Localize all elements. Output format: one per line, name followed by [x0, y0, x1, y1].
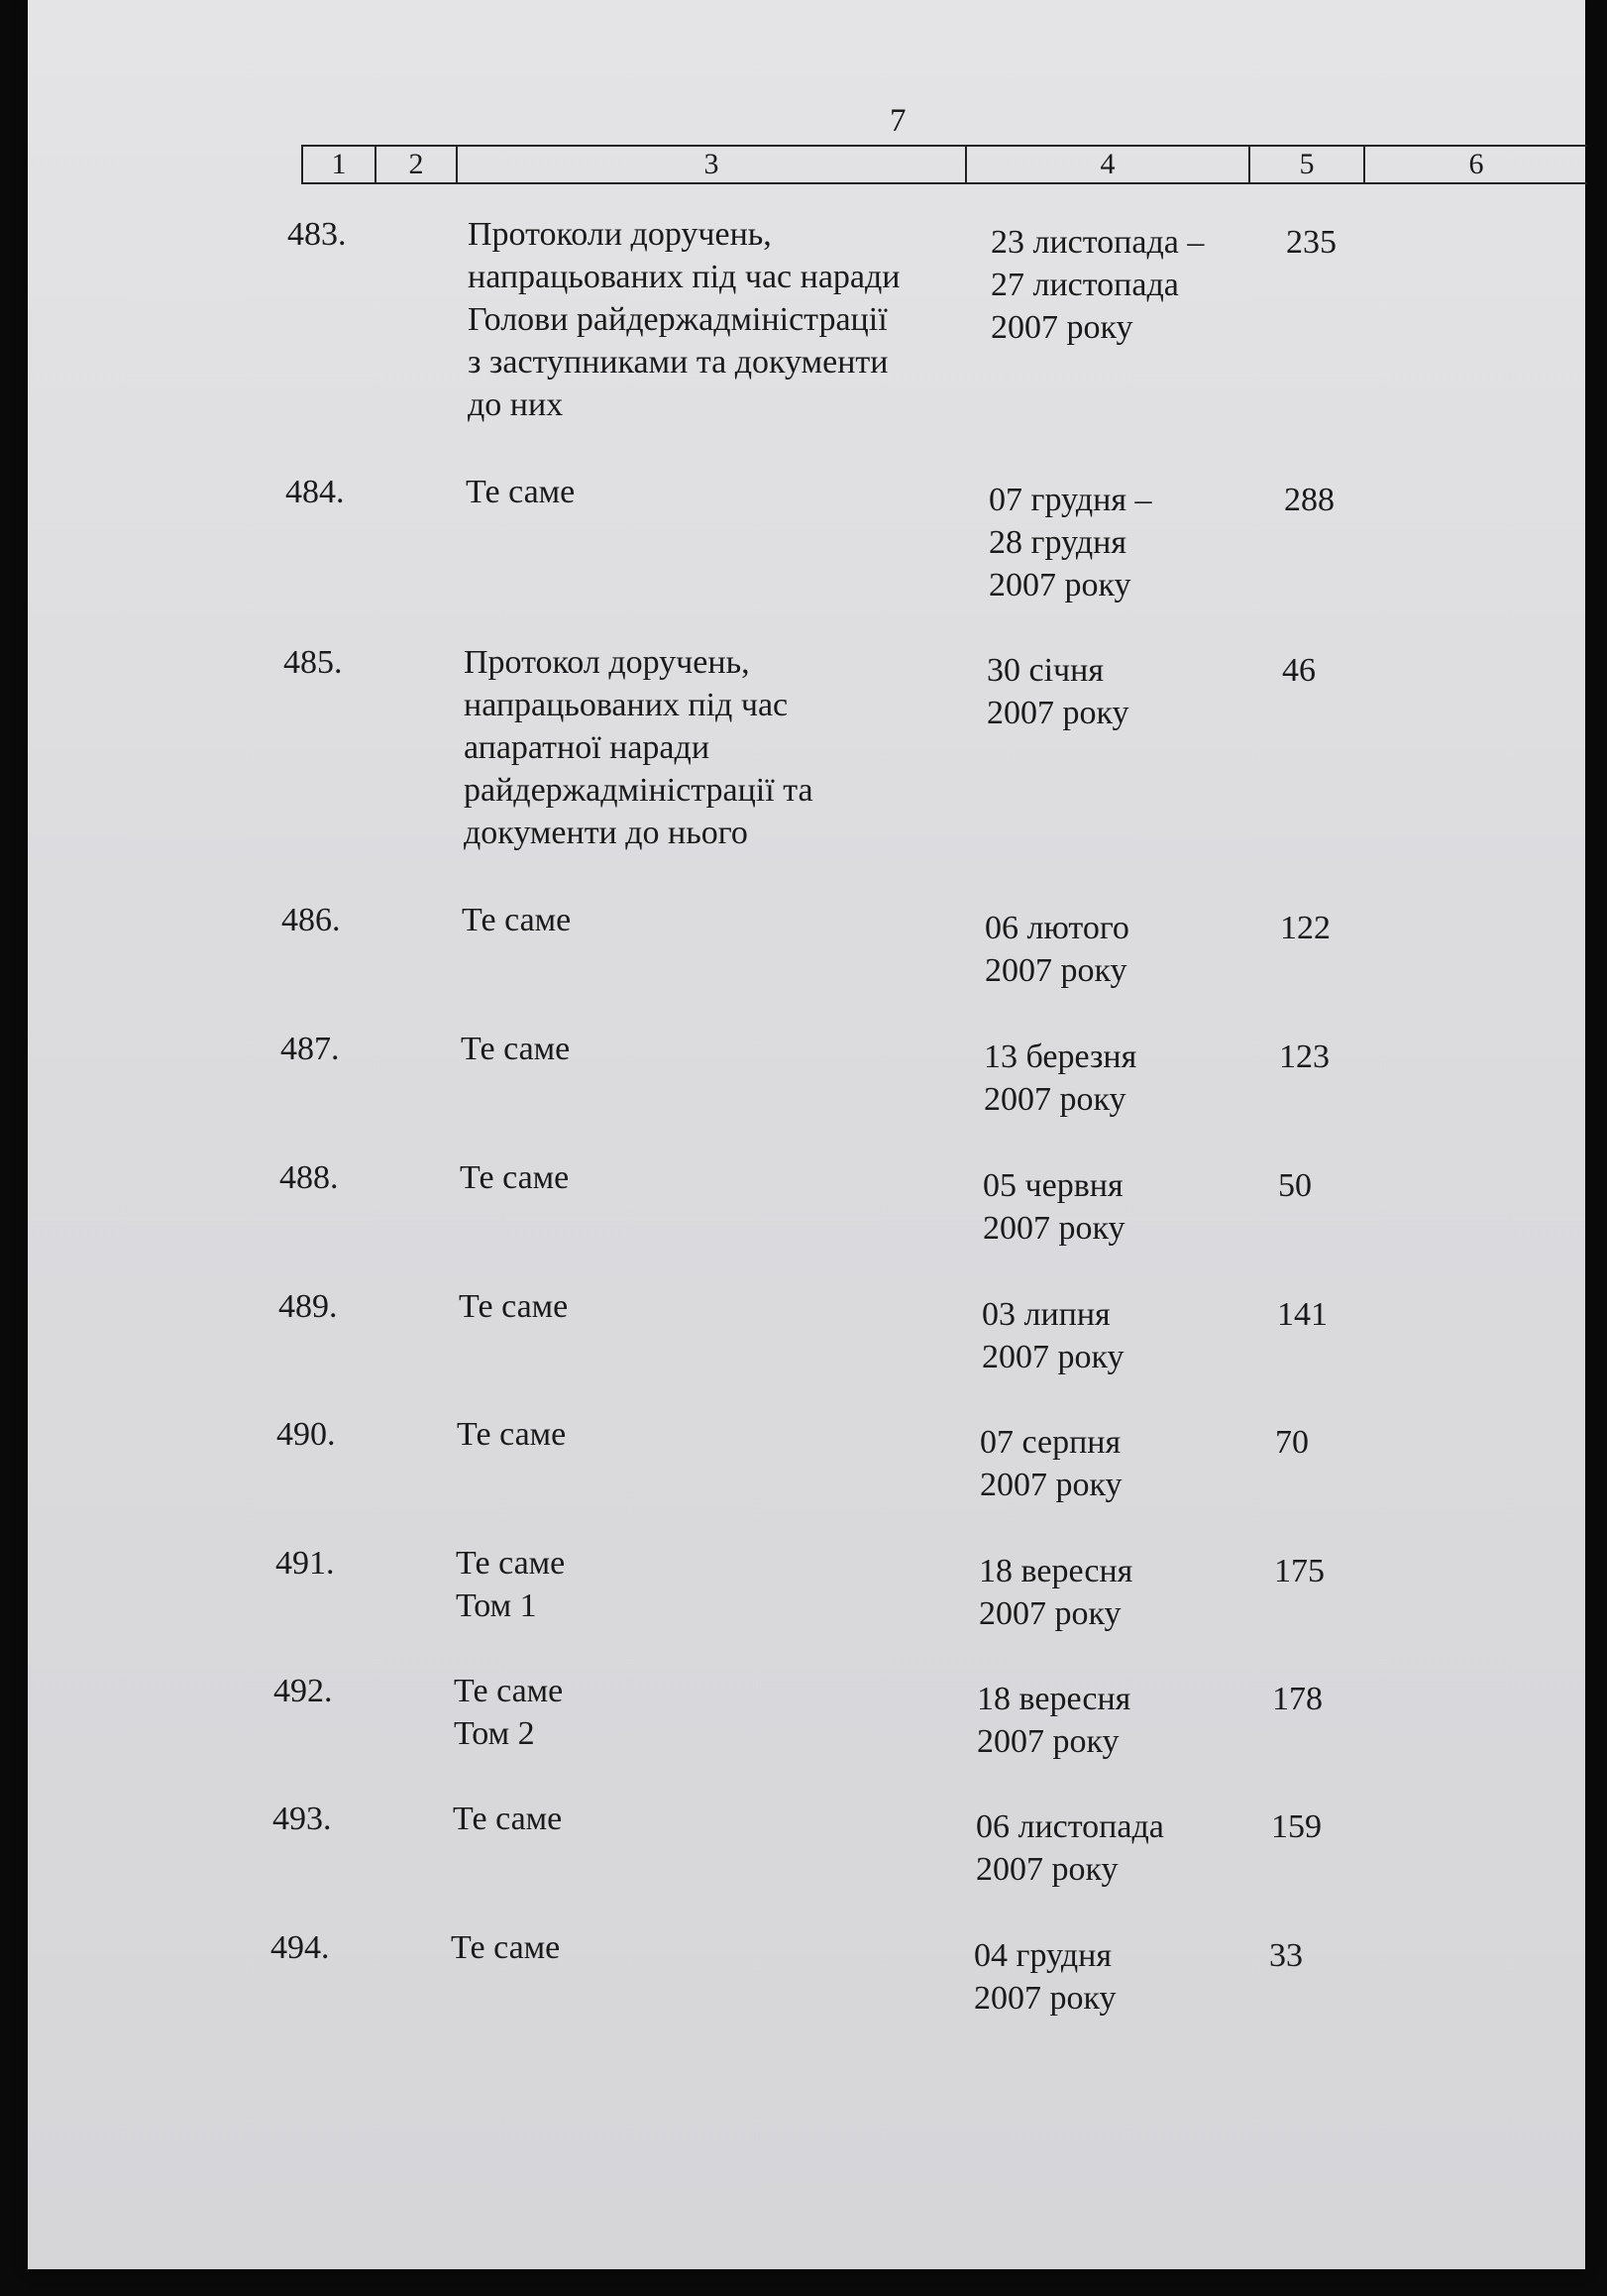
row-number: 486.	[281, 902, 341, 938]
row-number: 485.	[283, 644, 343, 681]
row-sheet-count: 141	[1277, 1296, 1328, 1333]
document-page	[28, 0, 1585, 2269]
row-sheet-count: 288	[1284, 482, 1335, 518]
row-number: 490.	[276, 1416, 336, 1453]
row-dates: 06 листопада 2007 року	[976, 1808, 1164, 1888]
row-title: Те саме	[451, 1929, 561, 1966]
row-sheet-count: 175	[1274, 1553, 1325, 1589]
row-sheet-count: 123	[1279, 1039, 1330, 1075]
column-header-3: 3	[458, 147, 967, 182]
row-title: Те саме Том 2	[454, 1673, 564, 1752]
row-number: 492.	[273, 1673, 333, 1709]
row-number: 483.	[287, 216, 347, 253]
row-title: Протоколи доручень, напрацьованих під час наради Голови райдержадміністрації з заступниками та документи до них	[468, 216, 901, 423]
row-dates: 06 лютого 2007 року	[985, 910, 1129, 989]
row-title: Те саме Том 1	[456, 1545, 566, 1624]
row-sheet-count: 46	[1282, 652, 1316, 689]
column-header-4: 4	[967, 147, 1250, 182]
row-title: Те саме	[466, 474, 576, 510]
row-title: Те саме	[462, 902, 572, 938]
row-dates: 04 грудня 2007 року	[974, 1937, 1117, 2017]
row-number: 494.	[270, 1929, 330, 1966]
row-sheet-count: 235	[1286, 224, 1337, 261]
page-number: 7	[890, 103, 907, 139]
row-sheet-count: 159	[1271, 1808, 1322, 1845]
row-title: Те саме	[457, 1416, 567, 1453]
row-dates: 23 листопада – 27 листопада 2007 року	[991, 224, 1205, 346]
row-dates: 18 вересня 2007 року	[979, 1553, 1133, 1632]
row-title: Протокол доручень, напрацьованих під час апаратної наради райдержадміністрації та документи до нього	[464, 644, 813, 851]
column-header-table	[301, 145, 1587, 184]
row-title: Те саме	[461, 1031, 571, 1067]
row-number: 487.	[280, 1031, 340, 1067]
column-header-6: 6	[1468, 148, 1484, 180]
row-dates: 13 березня 2007 року	[984, 1039, 1137, 1118]
row-sheet-count: 122	[1280, 910, 1331, 946]
row-number: 491.	[275, 1545, 335, 1582]
row-number: 489.	[278, 1288, 338, 1325]
row-title: Те саме	[453, 1801, 563, 1837]
row-title: Те саме	[460, 1159, 570, 1196]
row-dates: 07 серпня 2007 року	[980, 1424, 1123, 1503]
row-number: 484.	[285, 474, 345, 510]
row-dates: 05 червня 2007 року	[983, 1167, 1125, 1247]
column-header-1: 1	[303, 147, 376, 182]
column-header-5: 5	[1250, 147, 1365, 182]
row-sheet-count: 178	[1272, 1681, 1323, 1717]
row-sheet-count: 33	[1269, 1937, 1303, 1974]
row-sheet-count: 50	[1278, 1167, 1312, 1204]
row-number: 488.	[279, 1159, 339, 1196]
row-dates: 07 грудня – 28 грудня 2007 року	[989, 482, 1152, 603]
row-dates: 18 вересня 2007 року	[977, 1681, 1131, 1760]
row-number: 493.	[272, 1801, 332, 1837]
row-dates: 30 січня 2007 року	[987, 652, 1129, 731]
column-header-2: 2	[376, 147, 458, 182]
row-title: Те саме	[459, 1288, 569, 1325]
row-dates: 03 липня 2007 року	[982, 1296, 1125, 1375]
row-sheet-count: 70	[1275, 1424, 1309, 1461]
